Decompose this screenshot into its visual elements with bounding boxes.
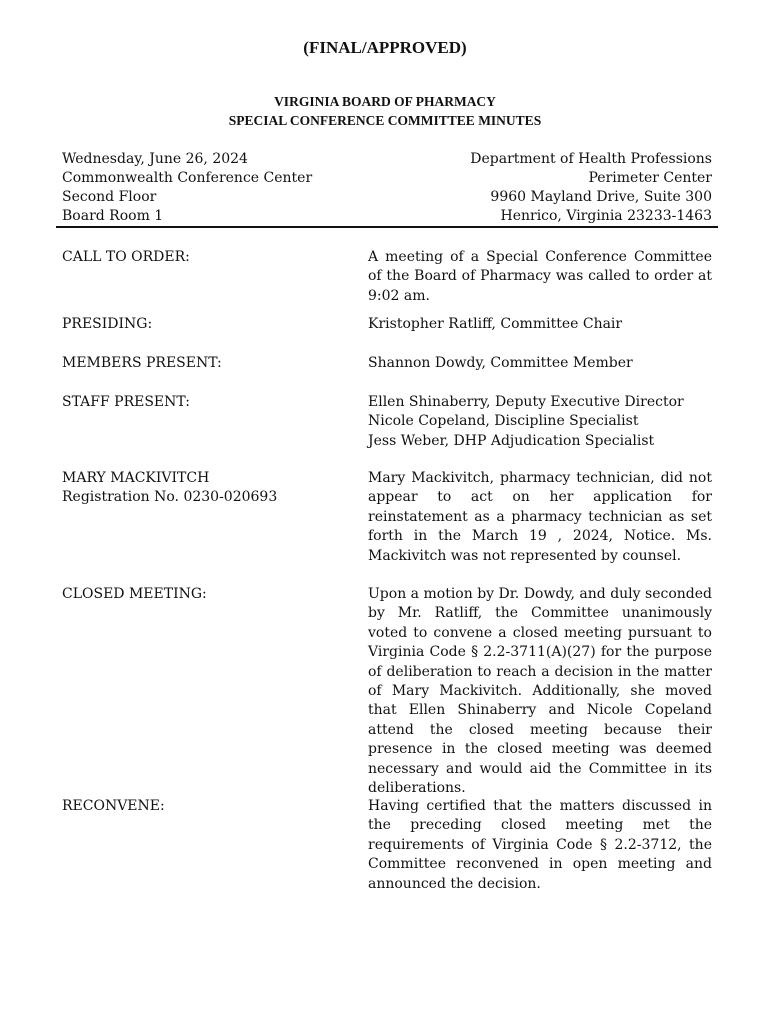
document-status: (FINAL/APPROVED) (303, 38, 467, 57)
staff-member: Ellen Shinaberry, Deputy Executive Director (368, 394, 684, 410)
staff-member: Nicole Copeland, Discipline Specialist (368, 413, 639, 430)
reconvene-text: Having certified that the matters discussed in the preceding closed meeting met the requirements of Virginia Code § 2.2-3712, the Committee reconvened in open meeting and announced the decision. (368, 798, 712, 892)
registration-number: Registration No. 0230-020693 (62, 489, 278, 506)
respondent-name: MARY MACKIVITCH (62, 470, 210, 486)
header-divider (56, 226, 718, 228)
city-state-zip: Henrico, Virginia 23233-1463 (500, 208, 712, 224)
respondent-text: Mary Mackivitch, pharmacy technician, did not appear to act on her application for reinstatement as a pharmacy technician as set forth in the March 19 , 2024, Notice. Ms. Mackivitch was not represented by counsel. (368, 470, 712, 564)
members-present-text: Shannon Dowdy, Committee Member (368, 355, 633, 371)
presiding-text: Kristopher Ratliff, Committee Chair (368, 316, 623, 332)
department-name: Department of Health Professions (470, 151, 712, 167)
building-name: Perimeter Center (588, 170, 712, 186)
call-to-order-label: CALL TO ORDER: (62, 249, 190, 265)
reconvene-label: RECONVENE: (62, 798, 165, 814)
call-to-order-text: A meeting of a Special Conference Committee of the Board of Pharmacy was called to order at 9:02 am. (368, 249, 712, 304)
minutes-title-heading: SPECIAL CONFERENCE COMMITTEE MINUTES (228, 113, 542, 128)
meeting-room: Board Room 1 (62, 208, 164, 224)
meeting-floor: Second Floor (62, 189, 157, 205)
board-name-heading: VIRGINIA BOARD OF PHARMACY (274, 94, 496, 109)
closed-meeting-text: Upon a motion by Dr. Dowdy, and duly seconded by Mr. Ratliff, the Committee unanimously voted to convene a closed meeting pursuant to Virginia Code § 2.2-3711(A)(27) for the purpose of deliberation to reach a decision in the matter of Mary Mackivitch. Additionally, she moved that Ellen Shinaberry and Nicole Copeland attend the closed meeting because their presence in the closed meeting was deemed necessary and would aid the Committee in its deliberations. (368, 586, 712, 797)
meeting-date-location (62, 150, 312, 226)
meeting-venue: Commonwealth Conference Center (62, 170, 313, 186)
meeting-date: Wednesday, June 26, 2024 (62, 151, 248, 167)
members-present-label: MEMBERS PRESENT: (62, 355, 222, 371)
staff-present-label: STAFF PRESENT: (62, 394, 190, 410)
street-address: 9960 Mayland Drive, Suite 300 (490, 189, 712, 205)
staff-present-list (368, 393, 712, 451)
staff-member: Jess Weber, DHP Adjudication Specialist (368, 432, 655, 449)
closed-meeting-label: CLOSED MEETING: (62, 586, 207, 602)
presiding-label: PRESIDING: (62, 316, 153, 332)
respondent-block (62, 469, 277, 508)
department-address (470, 150, 712, 226)
